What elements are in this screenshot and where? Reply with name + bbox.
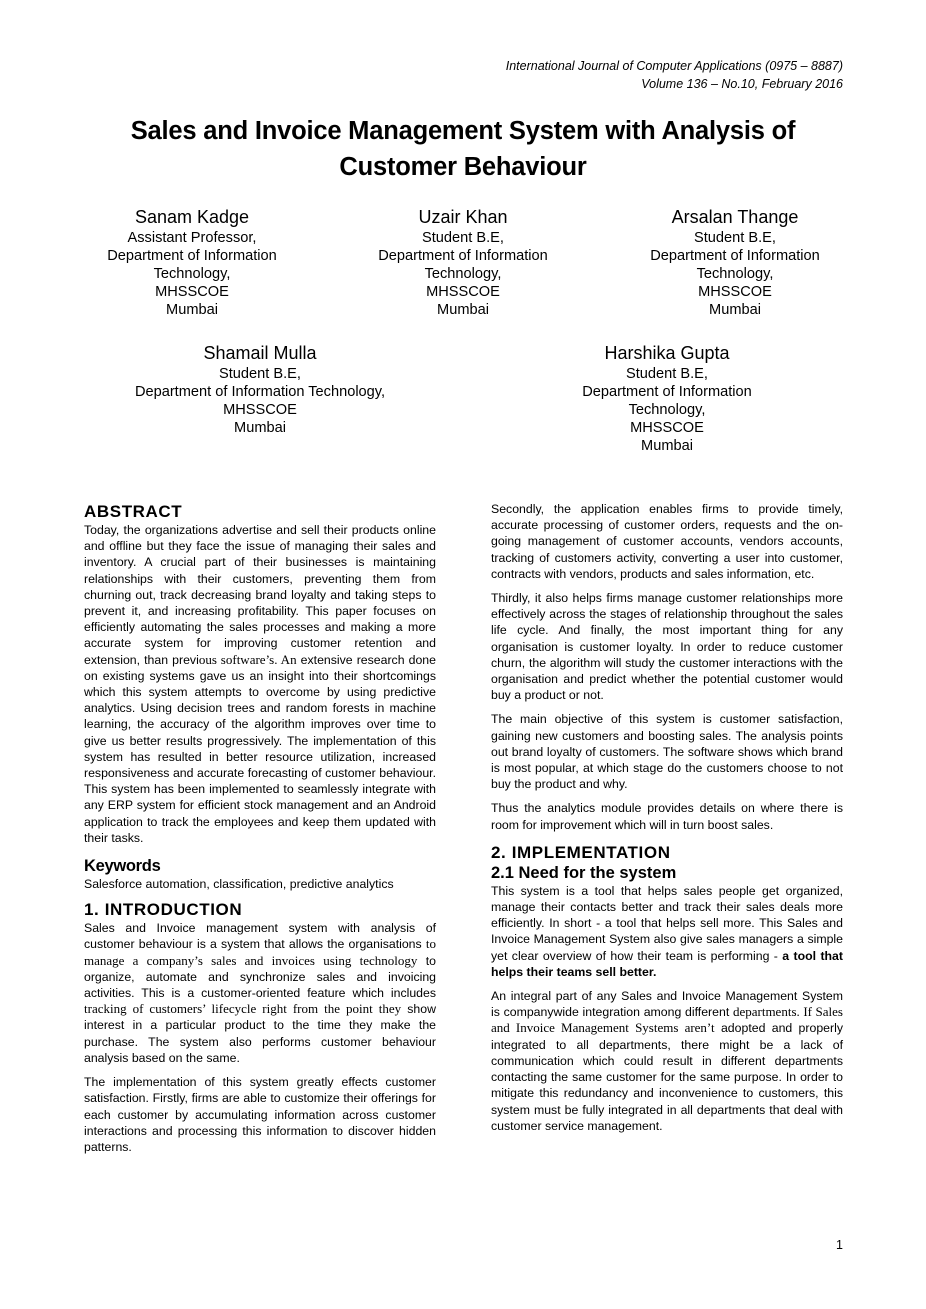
keywords-heading: Keywords <box>84 857 161 876</box>
abstract-heading: ABSTRACT <box>84 502 183 521</box>
introduction-paragraph: The implementation of this system greatly effects customer satisfaction. Firstly, firms are able to customize their offerings for each customer by accumulating information across customer interactions and processing this information to discover hidden patterns. <box>84 1075 436 1154</box>
author-block: Arsalan Thange Student B.E, Department of Information Technology, MHSSCOE Mumbai <box>635 205 835 319</box>
introduction-paragraph: Secondly, the application enables firms to provide timely, accurate processing of customer orders, requests and the on-going management of customer accounts, vendors accounts, tracking of customers activity, converting a user into customer, contracts with vendors, products and sales information, etc. <box>491 502 843 581</box>
keywords-text: Salesforce automation, classification, predictive analytics <box>84 877 394 892</box>
journal-name: International Journal of Computer Applications (0975 – 8887) <box>505 59 843 73</box>
author-block: Sanam Kadge Assistant Professor, Department of Information Technology, MHSSCOE Mumbai <box>92 205 292 319</box>
author-name: Uzair Khan <box>418 207 508 227</box>
right-column <box>491 501 843 1142</box>
author-block: Uzair Khan Student B.E, Department of Information Technology, MHSSCOE Mumbai <box>363 205 563 319</box>
introduction-heading: 1. INTRODUCTION <box>84 900 243 920</box>
need-for-system-heading: 2.1 Need for the system <box>491 863 677 882</box>
introduction-paragraph: Thus the analytics module provides details on where there is room for improvement which will in turn boost sales. <box>491 801 843 832</box>
author-name: Sanam Kadge <box>134 207 250 227</box>
left-column <box>84 502 436 1163</box>
paper-title: Sales and Invoice Management System with Analysis of Customer Behaviour <box>130 117 796 181</box>
abstract-text: Today, the organizations advertise and sell their products online and offline but they face the issue of managing their sales and inventory. A crucial part of their businesses is maintaining relationships with their customers, preventing them from churning out, track decreasing brand loyalty and taking steps to prevent it, and increasing profitability. This paper focuses on efficiently automating the sales processes and making a more accurate system for improving customer retention and extension, than previous software’s. An extensive research done on existing systems gave us an insight into their shortcomings which this system attempts to overcome by using predictive analytics. Using decision trees and random forests in machine learning, the accuracy of the algorithm improves over time to give us better results progressively. The implementation of this system has resulted in better resource utilization, increased responsiveness and accurate forecasting of customer behaviour. This system has been implemented to seamlessly integrate with any ERP system for efficient stock management and an Android application to track the employees and keep them updated with their tasks. <box>84 523 436 845</box>
implementation-paragraph: An integral part of any Sales and Invoice Management System is companywide integration among different departments. If Sales and Invoice Management Systems aren’t adopted and properly integrated to all departments, there might be a lack of communication which could result in different departments contacting the same customer for the same purpose. In order to mitigate this redundancy and inconvenience to customers, this system must be fully integrated in all departments that deal with customer service management. <box>491 989 843 1133</box>
author-name: Harshika Gupta <box>604 343 730 363</box>
author-block: Shamail Mulla Student B.E, Department of Information Technology, MHSSCOE Mumbai <box>110 341 410 437</box>
page-number: 1 <box>836 1238 843 1252</box>
implementation-heading: 2. IMPLEMENTATION <box>491 842 671 862</box>
author-name: Arsalan Thange <box>671 207 799 227</box>
author-name: Shamail Mulla <box>203 343 317 363</box>
implementation-paragraph: This system is a tool that helps sales people get organized, manage their contacts better and track their sales deals more efficiently. In short - a tool that helps sell more. This Sales and Invoice Management System also give sales managers a simple yet clear overview of how their team is performing - a tool that helps their teams sell better. <box>491 883 843 979</box>
author-block: Harshika Gupta Student B.E, Department of Information Technology, MHSSCOE Mumbai <box>567 341 767 455</box>
introduction-paragraph: Thirdly, it also helps firms manage customer relationships more effectively across the stages of relationship throughout the sales life cycle. And finally, the most important thing for any organisation is customer loyalty. In order to reduce customer churn, the algorithm will study the customer interactions with the organisation and predict whether the potential customer would buy a product or not. <box>491 591 843 703</box>
journal-volume: Volume 136 – No.10, February 2016 <box>641 77 843 91</box>
journal-header <box>506 57 843 93</box>
introduction-paragraph: The main objective of this system is customer satisfaction, gaining new customers and boosting sales. The analysis points out brand loyalty of customers. The software shows which brand is most popular, at which stage do the customers choose to not buy the product and why. <box>491 712 843 792</box>
introduction-paragraph: Sales and Invoice management system with analysis of customer behaviour is a system that allows the organisations to manage a company’s sales and invoices using technology to organize, automate and synchronize sales and invoicing activities. This is a customer-oriented feature which includes tracking of customers’ lifecycle right from the point they show interest in a particular product to the time they make the purchase. The system also performs customer behaviour analysis based on the same. <box>84 921 436 1065</box>
